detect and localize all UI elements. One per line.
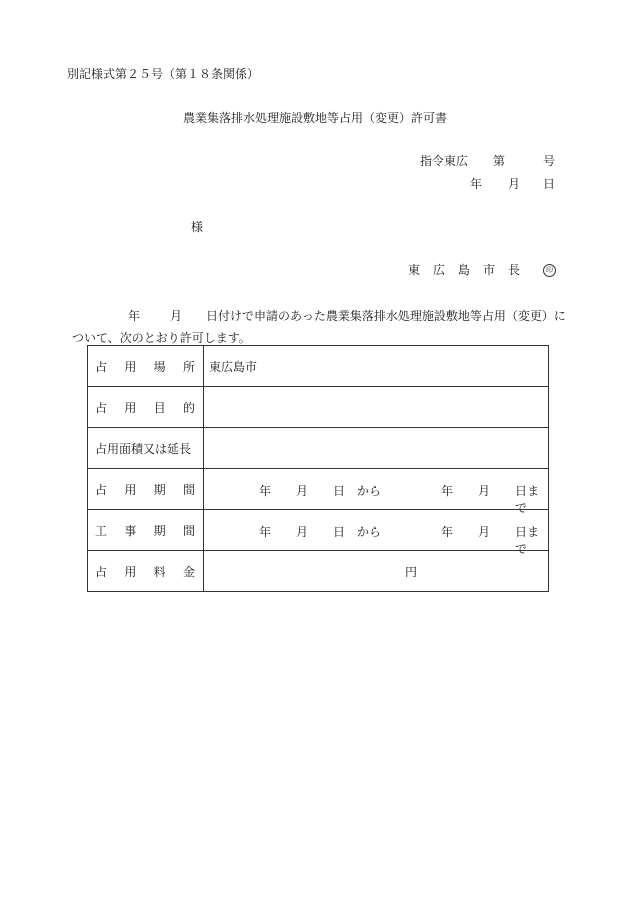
permit-dai: 第 bbox=[493, 154, 506, 168]
document-title: 農業集落排水処理施設敷地等占用（変更）許可書 bbox=[182, 111, 447, 125]
issuer-char: 長 bbox=[508, 263, 521, 277]
permit-go: 号 bbox=[543, 154, 556, 168]
row-label-location: 占 用 場 所 bbox=[88, 346, 204, 387]
body-year: 年 bbox=[128, 309, 141, 323]
table-row bbox=[88, 469, 549, 510]
issuer-char: 市 bbox=[483, 263, 496, 277]
issuer-char: 東 bbox=[408, 263, 421, 277]
body-month: 月 bbox=[170, 309, 183, 323]
issuer-seal: 印 bbox=[543, 263, 556, 277]
row-label-construction-period: 工 事 期 間 bbox=[88, 510, 204, 551]
row-label-purpose: 占 用 目 的 bbox=[88, 387, 204, 428]
row-value-area bbox=[204, 428, 549, 469]
row-label-fee: 占 用 料 金 bbox=[88, 551, 204, 592]
issuer-char: 島 bbox=[458, 263, 471, 277]
row-value-occupancy-period: 年 月 日 から 年 月 日まで bbox=[204, 469, 549, 510]
issue-month: 月 bbox=[508, 177, 521, 191]
form-label: 別記様式第２５号（第１８条関係） bbox=[67, 67, 260, 81]
row-value-location: 東広島市 bbox=[204, 346, 549, 387]
issue-year: 年 bbox=[470, 177, 483, 191]
table-row bbox=[88, 428, 549, 469]
row-value-construction-period: 年 月 日 から 年 月 日まで bbox=[204, 510, 549, 551]
table-row bbox=[88, 510, 549, 551]
body-paragraph bbox=[72, 305, 568, 349]
body-text: 日付けで申請のあった農業集落排水処理施設敷地等占用（変更）について、次のとおり許可します。 bbox=[72, 309, 566, 345]
table-row bbox=[88, 387, 549, 428]
row-value-fee: 円 bbox=[204, 551, 549, 592]
permit-details-table bbox=[87, 345, 549, 592]
addressee-suffix: 様 bbox=[191, 220, 204, 234]
row-label-area: 占用面積又は延長 bbox=[88, 428, 204, 469]
issue-day: 日 bbox=[543, 177, 556, 191]
permit-prefix: 指令東広 bbox=[420, 154, 469, 168]
table-row bbox=[88, 346, 549, 387]
table-row bbox=[88, 551, 549, 592]
issuer-char: 広 bbox=[433, 263, 446, 277]
row-value-purpose bbox=[204, 387, 549, 428]
row-label-occupancy-period: 占 用 期 間 bbox=[88, 469, 204, 510]
